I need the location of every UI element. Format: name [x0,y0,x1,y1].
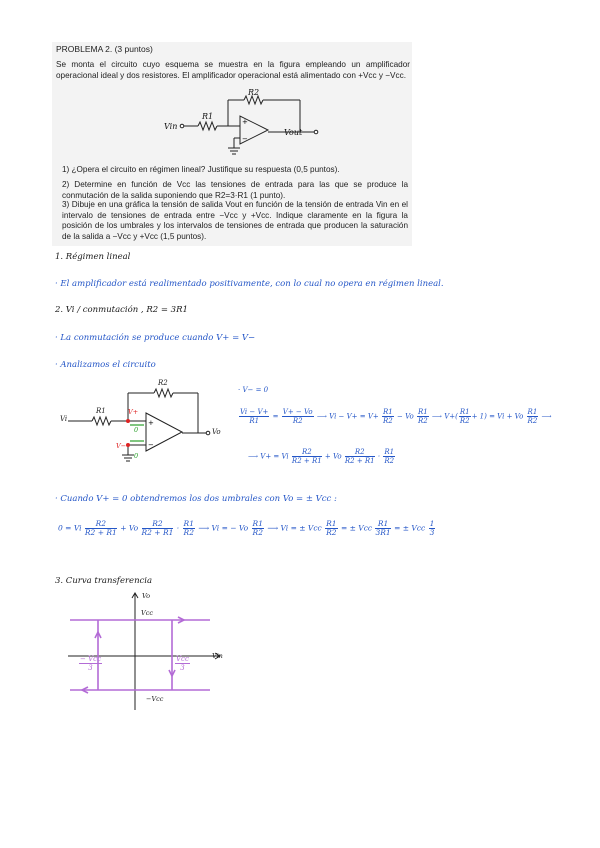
eq1-s2: Vi − V+ = V+ [329,412,379,421]
arrow-1: ⟶ [316,412,330,421]
eq1-t2: V+ − Vo [282,408,313,416]
eq3-r1n: R1 [252,519,263,528]
eq3-r2d: R2 [326,528,337,537]
left-th-num: − Vcc [80,655,101,663]
left-th-den: 3 [88,664,93,672]
svg-text:+: + [242,118,248,126]
eq2-n3: R1 [384,448,395,456]
vcc-top-label: Vcc [141,609,153,617]
question-2: 2) Determine en función de Vcc las tensiones de entrada para las que se produce la conmutación de la salida suponiendo que R2=3·R1 (1 punto). [62,180,408,200]
eq1-t1: Vi − V+ [240,408,269,416]
svg-text:+: + [148,419,154,427]
eq2-d3: R2 [384,457,395,465]
problem-statement: Se monta el circuito cuyo esquema se muestra en la figura empleando un amplificador operacional ideal y dos resistores. El amplificador operacional está alimentado con +Vcc y −Vcc. [56,60,410,80]
right-th-den: 3 [180,664,185,672]
eq3-mid: + Vo [120,523,139,533]
eq1-s3c: + 1 [471,412,485,421]
eq1-s3n: R1 [459,408,470,416]
eq3-n2: R2 [142,520,174,529]
eq2-d2: R2 + R1 [344,457,375,465]
eq3-r3d: 3R1 [375,528,391,537]
answer-2-text: · La conmutación se produce cuando V+ = V− [55,333,256,343]
arrow-5: ⟶ [198,523,212,533]
y-axis-label: Vo [142,592,151,600]
vcc-bottom-label: −Vcc [146,695,164,703]
heading-conmutacion: 2. Vi / conmutación , R2 = 3R1 [55,305,188,315]
left-threshold-label [78,655,103,672]
eq3-n1: R2 [85,520,117,529]
vminus-zero-note: · V− = 0 [238,386,269,394]
eq3-lead: 0 = Vi [58,523,82,533]
eq3-n3: R1 [183,519,194,528]
eq3-r4: = ± Vcc [394,523,426,533]
circuit-zero-2: 0 [134,452,139,460]
eq3-r1: Vi = − Vo [211,523,249,533]
eq2-d1: R2 + R1 [291,457,322,465]
eq2-lead: V+ = Vi [260,452,289,461]
problem-vout-label: Vout [284,128,303,137]
problem-r1-label: R1 [202,112,214,121]
eq1-s2n: R1 [383,408,393,416]
eq1-t1d: R1 [249,417,260,425]
arrow-6: ⟶ [267,523,281,533]
problem-circuit-diagram [160,86,320,158]
problem-questions-box [52,162,412,246]
problem-r2-label: R2 [248,88,260,97]
svg-text:−: − [148,441,154,449]
circuit-vminus-label: V− [116,442,127,450]
right-th-num: Vcc [176,655,189,663]
arrow-3: ⟶ [541,412,552,421]
eq1-s3: V+ [444,412,456,421]
eq1-s2bd: R2 [417,417,428,425]
eq3-r3n: R1 [375,520,390,529]
circuit-vo-label: Vo [212,428,221,436]
eq3-r3: = ± Vcc [340,523,373,533]
circuit-r1-label: R1 [96,407,106,415]
eq3-d2: R2 + R1 [141,528,174,537]
heading-curva-transferencia: 3. Curva transferencia [55,576,153,586]
answer-4-text: · Cuando V+ = 0 obtendremos los dos umbrales con Vo = ± Vcc : [55,494,337,504]
equation-row-2: ⟶ V+ = Vi $\frac{R2}{R2 + R1}$ + Vo $\frac{R2}{R2 + R1}$ · $\frac{R1}{R2}$ [248,448,395,465]
x-axis-label: Vin [212,652,223,660]
problem-statement-box [52,42,412,162]
svg-text:−: − [242,135,248,143]
heading-regimen-lineal: 1. Régimen lineal [55,252,131,262]
eq1-s2bn: R1 [417,408,428,416]
answer-1-text: · El amplificador está realimentado positivamente, con lo cual no opera en régimen lineal. [55,279,444,289]
question-1: 1) ¿Opera el circuito en régimen lineal? Justifique su respuesta (0,5 puntos). [62,165,340,174]
circuit-vi-label: Vi [60,415,68,423]
eq3-r2n: R1 [326,519,337,528]
eq3-d3: R2 [183,528,194,537]
problem-title: PROBLEMA 2. (3 puntos) [56,44,153,54]
problem-vin-label: Vin [164,122,178,131]
eq1-s2b: − Vo [397,412,414,421]
arrow-2: ⟶ [431,412,445,421]
eq3-d1: R2 + R1 [84,528,117,537]
eq1-s2d: R2 [383,417,393,425]
circuit-r2-label: R2 [158,379,168,387]
question-3: 3) Dibuje en una gráfica la tensión de salida Vout en función de la tensión de entrada Vin en el intervalo de tensiones de entrada entre −Vcc y +Vcc. Indique claramente en la figura la posición de los umbrales y los intervalos de tensiones de entrada que producen la saturación de la salida a −Vcc y +Vcc (1,5 puntos). [62,200,408,241]
answer-3-text: · Analizamos el circuito [55,360,156,370]
arrow-4: ⟶ [248,452,261,461]
eq3-r1d: R2 [252,528,263,537]
answer-circuit-diagram [58,375,228,465]
eq1-eqs: = [272,412,279,421]
eq1-s3e: = Vi + Vo [489,412,524,421]
eq1-s3d: R2 [459,417,470,425]
right-threshold-label [174,655,191,672]
eq3-r4n: 1 [429,519,435,528]
eq2-mid: + Vo [324,452,342,461]
circuit-vplus-label: V+ [128,408,139,416]
eq1-s3fn: R1 [527,408,538,416]
equation-row-3: 0 = Vi $\frac{R2}{R2 + R1}$ + Vo $\frac{R2}{R2 + R1}$ · $\frac{R1}{R2}$ ⟶ Vi = − Vo $\frac{R1}{R2}$ ⟶ Vi = ± Vcc $\frac{R1}{R2}$ = ± Vcc $\frac{R1}{3R1}$ = ± Vcc $\frac{1}{3}$ [58,519,435,537]
eq1-t2d: R2 [292,417,303,425]
eq3-r4d: 3 [429,528,435,537]
eq2-n2: R2 [345,448,375,457]
eq2-n1: R2 [292,448,322,457]
equation-row-1: $\frac{Vi - V+}{R1}$ = $\frac{V+ - Vo}{R2}$ ⟶ Vi − V+ = V+ $\frac{R1}{R2}$ − Vo $\frac{R1}{R2}$ ⟶ V+( $\frac{R1}{R2}$ + 1) = Vi + Vo $\frac{R1}{R2}$ ⟶ [240,408,552,425]
circuit-zero-1: 0 [134,426,139,434]
eq1-s3fd: R2 [527,417,538,425]
eq3-r2: Vi = ± Vcc [280,523,322,533]
